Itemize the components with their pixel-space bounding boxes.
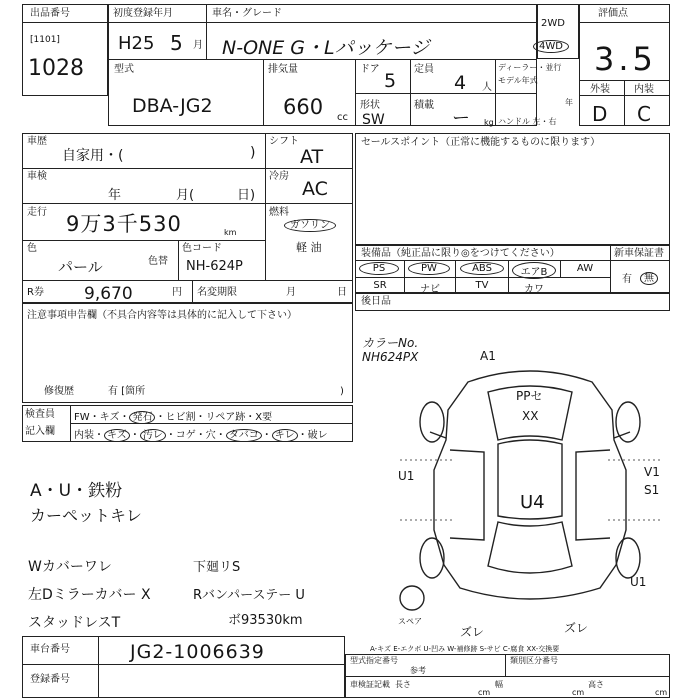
name-change-label: 名変期限 (197, 287, 237, 298)
row1-chip: 発石 (129, 411, 155, 424)
fuel-diesel: 軽 油 (296, 241, 322, 254)
row2-rip: ・破レ (297, 430, 328, 441)
dmg-bottom-left: ズレ (460, 625, 485, 639)
dmg-spare: スペア (398, 617, 422, 626)
model-year-label: モデル年式 (498, 76, 538, 85)
diagram-color-code: NH624PX (362, 350, 419, 364)
dmg-left: U1 (398, 469, 415, 483)
spec-class-label: 類別区分番号 (510, 656, 558, 665)
row2-tobacco: タバコ (226, 429, 262, 442)
row2-scratch: キズ (104, 429, 130, 442)
spec-length: 長さ (395, 680, 411, 689)
inspector-label1: 検査員 (25, 409, 55, 420)
repair-close: ) (340, 386, 344, 397)
equip-ps: PS (359, 262, 399, 275)
equip-pw: PW (408, 262, 450, 275)
name-change-month: 月 (286, 287, 296, 298)
spec-width-unit: cm (572, 688, 585, 697)
model-type-label: 型式 (114, 64, 134, 75)
rear-label: 後日品 (361, 296, 391, 307)
chassis-value: JG2-1006639 (130, 641, 265, 663)
row2-sep3: ・ (261, 430, 272, 441)
sales-points-label: セールスポイント（正常に機能するものに限ります） (361, 137, 601, 148)
legend-text: A-キズ E-エクボ U-凹み W-補修跡 S-サビ C-腐食 XX-交換要 (370, 645, 560, 653)
dmg-top: A1 (480, 349, 496, 363)
row2-burn: ・コゲ・穴・ (165, 430, 226, 441)
lot-number: 1028 (28, 56, 84, 81)
color-code-label: 色コード (182, 243, 222, 254)
tax-label: R券 (27, 287, 44, 298)
usage-label: 車歴 (27, 136, 47, 147)
drive-2wd: 2WD (541, 18, 565, 29)
load-label: 積載 (414, 100, 434, 111)
model-year-unit: 年 (565, 98, 573, 107)
mileage-label: 走行 (27, 207, 47, 218)
warranty-no: 無 (640, 272, 658, 285)
car-damage-diagram (390, 340, 670, 640)
note-line-3: Wカバーワレ (28, 559, 112, 575)
shift-value: AT (300, 146, 324, 168)
doors-label: ドア (360, 64, 380, 75)
spec-height: 高さ (588, 680, 604, 689)
spec-height-unit: cm (655, 688, 668, 697)
fuel-label: 燃料 (269, 207, 289, 218)
note-line-8: ボ93530km (228, 613, 303, 628)
mileage-unit: km (224, 228, 237, 237)
dealer-label: ディーラー・並行 (498, 63, 562, 72)
note-line-7: スタッドレスT (28, 615, 121, 631)
body-shape-label: 形状 (360, 100, 380, 111)
model-type-value: DBA-JG2 (132, 95, 213, 117)
row2-interior: 内装 (74, 430, 94, 441)
tax-value: 9,670 (84, 284, 133, 304)
equip-navi: ナビ (420, 284, 440, 295)
body-shape-value: SW (362, 112, 385, 128)
row1-fw: FW (74, 412, 90, 423)
model-name-value: N-ONE G・Lパッケージ (222, 37, 430, 59)
inspection-day: 日) (237, 188, 256, 203)
dmg-right-lower: U1 (630, 575, 647, 589)
dmg-bottom-right: ズレ (564, 621, 589, 635)
note-line-2: カーペットキレ (30, 506, 142, 525)
model-name-label: 車名・グレード (212, 8, 282, 19)
color-label: 色 (27, 243, 37, 254)
warranty-label: 新車保証書 (614, 248, 664, 259)
spec-length-unit: cm (478, 688, 491, 697)
inspector-row2 (74, 426, 328, 441)
displacement-unit: cc (337, 112, 348, 123)
dmg-right2: S1 (644, 483, 660, 497)
row2-tear: キレ (272, 429, 298, 442)
grade-label: 評価点 (598, 8, 628, 19)
registration-month: 5 (170, 31, 183, 55)
repaint-label: 色替 (148, 256, 168, 267)
dmg-right1: V1 (644, 465, 660, 479)
load-unit: kg (484, 118, 494, 127)
row2-dirt: 汚レ (140, 429, 166, 442)
grade-value: 3.5 (594, 40, 657, 78)
shift-label: シフト (269, 136, 299, 147)
note-line-4: 下廻リS (193, 560, 241, 575)
repair-label: 修復歴 (44, 386, 74, 397)
mileage-value: 9万3千530 (66, 212, 182, 236)
spec-label: 型式指定番号 (350, 656, 398, 665)
fuel-gasoline: ガソリン (284, 219, 336, 232)
spec-width: 幅 (495, 680, 503, 689)
capacity-label: 定員 (414, 64, 434, 75)
registration-month-unit: 月 (193, 40, 203, 51)
row1-replace: X要 (255, 412, 273, 423)
inspection-label: 車検 (27, 171, 47, 182)
equipment-label: 装備品（純正品に限り◎をつけてください） (361, 248, 560, 259)
equip-aw: AW (576, 263, 594, 274)
row2-sep2: ・ (129, 430, 140, 441)
chassis-label: 車台番号 (30, 644, 70, 655)
notes-label: 注意事項申告欄（不具合内容等は具体的に記入して下さい） (27, 310, 297, 321)
row2-sep1: ・ (94, 430, 104, 441)
capacity-unit: 人 (482, 82, 492, 93)
inspector-label2: 記入欄 (25, 426, 55, 437)
equip-tv: TV (475, 280, 489, 291)
note-line-5: 左Dミラーカバー X (28, 587, 151, 603)
plate-label: 登録番号 (30, 674, 70, 685)
doors-value: 5 (384, 70, 397, 92)
note-line-6: Rバンパーステー U (193, 588, 305, 603)
row1-scratch: ・キズ・ (89, 412, 130, 423)
lot-code: [1101] (30, 35, 60, 45)
registration-label: 初度登録年月 (113, 8, 173, 19)
repair-value: 有 [箇所 (108, 386, 146, 397)
dmg-roof2: XX (522, 409, 539, 423)
color-code-value: NH-624P (186, 259, 243, 274)
equip-abs: ABS (460, 262, 504, 275)
equip-leather: カワ (524, 284, 544, 295)
usage-value: 自家用・( (62, 148, 124, 164)
spec-dims-label: 車検証記載 (350, 680, 390, 689)
name-change-day: 日 (337, 287, 347, 298)
inspection-month: 月( (176, 188, 195, 203)
sales-box (355, 133, 670, 245)
ac-label: 冷房 (269, 171, 289, 182)
displacement-value: 660 (283, 95, 324, 119)
interior-label: 内装 (634, 84, 654, 95)
color-value: パール (58, 258, 103, 276)
diagram-color-no: カラーNo. (362, 336, 419, 350)
exterior-label: 外装 (590, 84, 610, 95)
usage-close: ) (250, 145, 256, 161)
displacement-label: 排気量 (268, 64, 298, 75)
load-value: ー (452, 108, 470, 129)
row1-crack: ・ヒビ割・リペア跡・ (155, 412, 256, 423)
inspector-row1 (74, 408, 272, 423)
drive-4wd: 4WD (533, 40, 569, 53)
ac-value: AC (302, 178, 328, 200)
handle-label: ハンドル 左・右 (498, 117, 557, 126)
exterior-value: D (592, 102, 608, 126)
equip-sr: SR (373, 280, 387, 291)
tax-unit: 円 (172, 287, 182, 298)
equip-airbag: エアB (512, 262, 556, 279)
note-line-1: A・U・鉄粉 (30, 481, 123, 501)
dmg-roof1: PPセ (516, 389, 543, 403)
warranty-yes: 有 (622, 274, 632, 285)
registration-year: H25 (118, 33, 155, 54)
dmg-center: U4 (520, 492, 545, 513)
rear-box (355, 293, 670, 311)
interior-value: C (637, 102, 651, 126)
lot-label: 出品番号 (30, 8, 70, 19)
spec-ref: 参考 (410, 666, 426, 675)
inspection-year: 年 (108, 188, 122, 203)
capacity-value: 4 (454, 72, 467, 94)
